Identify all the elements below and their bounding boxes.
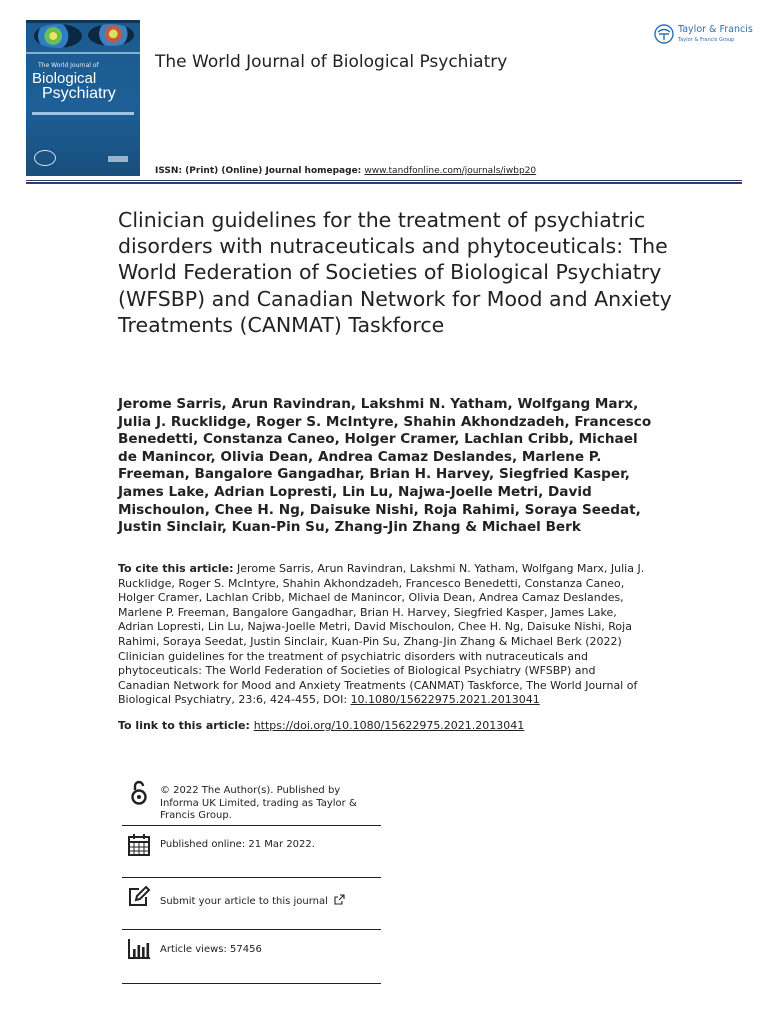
cite-label: To cite this article: bbox=[118, 562, 234, 575]
cover-title-line2: Psychiatry bbox=[42, 85, 116, 102]
issn-label: ISSN: (Print) (Online) Journal homepage: bbox=[155, 166, 365, 176]
submit-article-row[interactable] bbox=[122, 884, 380, 924]
citation-block bbox=[118, 562, 648, 708]
article-link-line bbox=[118, 719, 524, 732]
journal-cover-image bbox=[26, 20, 140, 176]
article-views: Article views: 57456 bbox=[160, 944, 262, 955]
cover-top-bar bbox=[26, 20, 140, 23]
journal-homepage-link[interactable]: www.tandfonline.com/journals/iwbp20 bbox=[364, 166, 537, 176]
open-access-text: © 2022 The Author(s). Published by Informa UK Limited, trading as Taylor & Francis Group. bbox=[160, 785, 357, 821]
cover-publisher-logo bbox=[108, 156, 128, 162]
cover-seal-icon bbox=[34, 150, 56, 166]
calendar-icon bbox=[126, 832, 152, 858]
bar-chart-icon bbox=[126, 936, 152, 962]
info-divider bbox=[122, 983, 381, 984]
article-views-row[interactable] bbox=[122, 936, 380, 976]
cover-title-line1: Biological bbox=[32, 70, 97, 87]
doi-link[interactable]: 10.1080/15622975.2021.2013041 bbox=[350, 693, 540, 707]
open-access-icon bbox=[126, 780, 152, 806]
article-doi-url[interactable]: https://doi.org/10.1080/15622975.2021.2013041 bbox=[253, 719, 525, 732]
info-divider bbox=[122, 929, 381, 930]
issn-homepage-line bbox=[155, 166, 536, 176]
info-divider bbox=[122, 877, 381, 878]
taylor-francis-logo-icon bbox=[654, 24, 674, 44]
cover-band bbox=[32, 112, 134, 115]
link-label: To link to this article: bbox=[118, 719, 254, 732]
published-date: Published online: 21 Mar 2022. bbox=[160, 839, 315, 850]
brain-scan-image bbox=[34, 24, 82, 48]
published-row bbox=[122, 832, 380, 872]
journal-title: The World Journal of Biological Psychiatry bbox=[155, 52, 508, 72]
author-list: Jerome Sarris, Arun Ravindran, Lakshmi N. Yatham, Wolfgang Marx, Julia J. Rucklidge, Roger S. McIntyre, Shahin Akhondzadeh, Francesco Benedetti, Constanza Caneo, Holger Cramer, Lachlan Cribb, Michael de Manincor, Olivia Dean, Andrea Camaz Deslandes, Marlene P. Freeman, Bangalore Gangadhar, Brian H. Harvey, Siegfried Kasper, James Lake, Adrian Lopresti, Lin Lu, Najwa-Joelle Metri, David Mischoulon, Chee H. Ng, Daisuke Nishi, Roja Rahimi, Soraya Seedat, Justin Sinclair, Kuan-Pin Su, Zhang-Jin Zhang & Michael Berk bbox=[118, 396, 652, 536]
open-access-row bbox=[122, 780, 380, 826]
header-divider bbox=[26, 180, 742, 181]
edit-icon bbox=[126, 884, 152, 910]
external-link-icon bbox=[334, 894, 345, 905]
header-divider-thick bbox=[26, 182, 742, 184]
cover-stripe bbox=[26, 52, 140, 54]
publisher-logo[interactable] bbox=[654, 22, 753, 48]
submit-article-row bbox=[160, 894, 345, 909]
publisher-name: Taylor & Francis bbox=[678, 24, 753, 35]
cover-small-text: The World Journal of bbox=[38, 62, 99, 69]
submit-article-link[interactable]: Submit your article to this journal bbox=[160, 896, 328, 907]
article-title: Clinician guidelines for the treatment of psychiatric disorders with nutraceuticals and phytoceuticals: The World Federation of Societies of Biological Psychiatry (WFSBP) and Canadian Network for Mood and Anxiety Treatments (CANMAT) Taskforce bbox=[118, 208, 672, 337]
cite-text: Jerome Sarris, Arun Ravindran, Lakshmi N. Yatham, Wolfgang Marx, Julia J. Rucklidge, Roger S. McIntyre, Shahin Akhondzadeh, Francesco Benedetti, Constanza Caneo, Holger Cramer, Lachlan Cribb, Michael de Manincor, Olivia Dean, Andrea Camaz Deslandes, Marlene P. Freeman, Bangalore Gangadhar, Brian H. Harvey, Siegfried Kasper, James Lake, Adrian Lopresti, Lin Lu, Najwa-Joelle Metri, David Mischoulon, Chee H. Ng, Daisuke Nishi, Roja Rahimi, Soraya Seedat, Justin Sinclair, Kuan-Pin Su, Zhang-Jin Zhang & Michael Berk (2022) Clinician guidelines for the treatment of psychiatric disorders with nutraceuticals and phytoceuticals: The World Federation of Societies of Biological Psychiatry (WFSBP) and Canadian Network for Mood and Anxiety Treatments (CANMAT) Taskforce, The World Journal of Biological Psychiatry, 23:6, 424-455, DOI: bbox=[118, 562, 645, 707]
info-divider bbox=[122, 825, 381, 826]
brain-scan-image bbox=[88, 24, 134, 46]
publisher-group: Taylor & Francis Group bbox=[678, 37, 735, 43]
